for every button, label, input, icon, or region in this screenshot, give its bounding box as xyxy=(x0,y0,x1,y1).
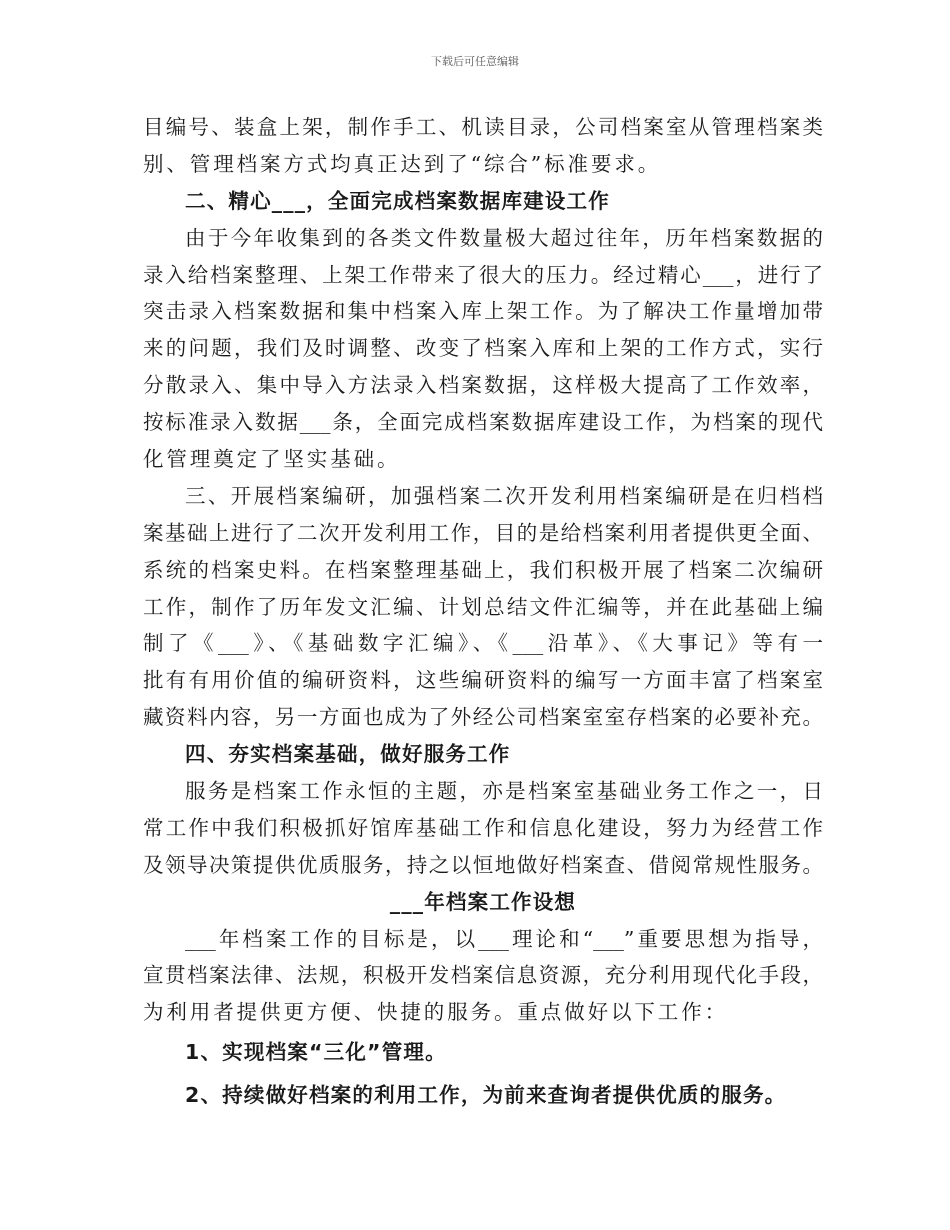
paragraph-line: 常工作中我们积极抓好馆库基础工作和信息化建设，努力为经营工作 xyxy=(143,815,823,840)
paragraph-line: 宣贯档案法律、法规，积极开发档案信息资源，充分利用现代化手段， xyxy=(143,963,823,988)
paragraph-line: 服务是档案工作永恒的主题，亦是档案室基础业务工作之一，日 xyxy=(185,779,823,804)
paragraph-line: 批有有用价值的编研资料，这些编研资料的编写一方面丰富了档案室 xyxy=(143,668,823,693)
paragraph-line: 藏资料内容，另一方面也成为了外经公司档案室室存档案的必要补充。 xyxy=(143,705,823,730)
paragraph-line: 按标准录入数据___条，全面完成档案数据库建设工作，为档案的现代 xyxy=(143,410,823,435)
page-header: 下载后可任意编辑 xyxy=(431,55,519,68)
paragraph-line: 由于今年收集到的各类文件数量极大超过往年，历年档案数据的 xyxy=(185,225,823,250)
paragraph-line: 别、管理档案方式均真正达到了“综合”标准要求。 xyxy=(143,151,662,176)
list-item-heading: 2、持续做好档案的利用工作，为前来查询者提供优质的服务。 xyxy=(185,1083,787,1108)
paragraph-line: 三、开展档案编研，加强档案二次开发利用档案编研是在归档档 xyxy=(185,483,823,508)
section-heading: 二、精心___，全面完成档案数据库建设工作 xyxy=(185,188,610,213)
paragraph-line: 系统的档案史料。在档案整理基础上，我们积极开展了档案二次编研 xyxy=(143,557,823,582)
paragraph-line: 分散录入、集中导入方法录入档案数据，这样极大提高了工作效率， xyxy=(143,373,823,398)
paragraph-line: 录入给档案整理、上架工作带来了很大的压力。经过精心___，进行了 xyxy=(143,262,823,287)
section-heading: 四、夯实档案基础，做好服务工作 xyxy=(185,742,511,767)
paragraph-line: 来的问题，我们及时调整、改变了档案入库和上架的工作方式，实行 xyxy=(143,336,823,361)
document-body xyxy=(143,109,823,1117)
paragraph-line: 工作，制作了历年发文汇编、计划总结文件汇编等，并在此基础上编 xyxy=(143,594,823,619)
paragraph-line: 化管理奠定了坚实基础。 xyxy=(143,447,401,472)
section-title: ___年档案工作设想 xyxy=(389,889,577,914)
paragraph-line: 案基础上进行了二次开发利用工作，目的是给档案利用者提供更全面、 xyxy=(143,520,823,545)
paragraph-line: 突击录入档案数据和集中档案入库上架工作。为了解决工作量增加带 xyxy=(143,299,823,324)
paragraph-line: 及领导决策提供优质服务，持之以恒地做好档案查、借阅常规性服务。 xyxy=(143,852,823,877)
paragraph-line: 为利用者提供更方便、快捷的服务。重点做好以下工作： xyxy=(143,1000,728,1025)
paragraph-line: ___年档案工作的目标是，以___理论和“___”重要思想为指导， xyxy=(185,926,823,951)
paragraph-line: 制了《___》、《基础数字汇编》、《___沿革》、《大事记》等有一 xyxy=(143,631,823,656)
paragraph-line: 目编号、装盒上架，制作手工、机读目录，公司档案室从管理档案类 xyxy=(143,115,823,139)
list-item-heading: 1、实现档案“三化”管理。 xyxy=(185,1040,447,1065)
